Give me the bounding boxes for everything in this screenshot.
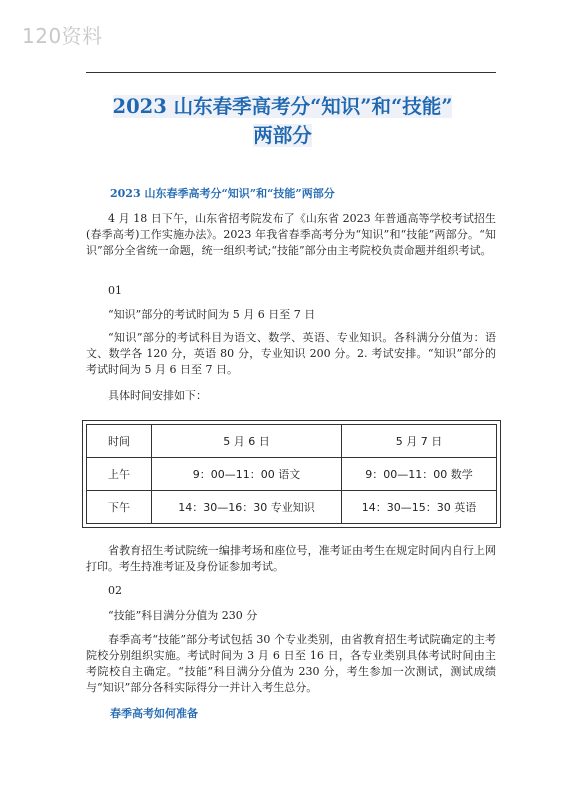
article-subheading: 2023 山东春季高考分“知识”和“技能”两部分 [110, 187, 335, 200]
table-header-cell: 5 月 7 日 [342, 425, 497, 458]
table-cell: 14：30—16：30 专业知识 [152, 491, 342, 524]
table-cell: 上午 [87, 458, 152, 491]
section-2-number: 02 [108, 584, 122, 597]
table-header-cell: 5 月 6 日 [152, 425, 342, 458]
header-rule [86, 72, 496, 73]
table-cell: 9：00—11：00 数学 [342, 458, 497, 491]
table-cell: 9：00—11：00 语文 [152, 458, 342, 491]
section-2-heading: “技能”科目满分分值为 230 分 [108, 609, 258, 622]
watermark-logo: 120资料 [22, 24, 103, 48]
schedule-intro: 具体时间安排如下： [108, 389, 207, 402]
page-title [70, 92, 495, 150]
table-header-cell: 时间 [87, 425, 152, 458]
intro-paragraph: 4 月 18 日下午，山东省招考院发布了《山东省 2023 年普通高等学校考试招生(春季高考)工作实施办法》。2023 年我省春季高考分为“知识”和“技能”两部分。“知识”部分全省统一命题，统一组织考试;“技能”部分由主考院校负责命题并组织考试。 [86, 212, 496, 257]
table-row [87, 491, 497, 524]
table-cell: 14：30—15：30 英语 [342, 491, 497, 524]
section-1-body: “知识”部分的考试科目为语文、数学、英语、专业知识。各科满分分值为：语文、数学各 120 分，英语 80 分，专业知识 200 分。2. 考试安排。“知识”部分的考试时间为 5 月 6 日至 7 日。 [86, 331, 496, 376]
section-1-number: 01 [108, 284, 122, 297]
title-line-2: 两部分 [253, 124, 312, 147]
title-line-1: 2023 山东春季高考分“知识”和“技能” [112, 95, 453, 118]
table-header-row [87, 425, 497, 458]
section-1-heading: “知识”部分的考试时间为 5 月 6 日至 7 日 [108, 308, 316, 321]
after-table-paragraph: 省教育招生考试院统一编排考场和座位号，准考证由考生在规定时间内自行上网打印。考生持准考证及身份证参加考试。 [86, 544, 496, 573]
section-2-body: 春季高考“技能”部分考试包括 30 个专业类别，由省教育招生考试院确定的主考院校分别组织实施。考试时间为 3 月 6 日至 16 日，各专业类别具体考试时间由主考院校自主确定。“技能”科目满分分值为 230 分，考生参加一次测试，测试成绩与“知识”部分各科实际得分一并计入考生总分。 [86, 633, 496, 694]
table-row [87, 458, 497, 491]
exam-schedule-table [86, 424, 497, 524]
table-cell: 下午 [87, 491, 152, 524]
prep-heading: 春季高考如何准备 [110, 707, 198, 720]
